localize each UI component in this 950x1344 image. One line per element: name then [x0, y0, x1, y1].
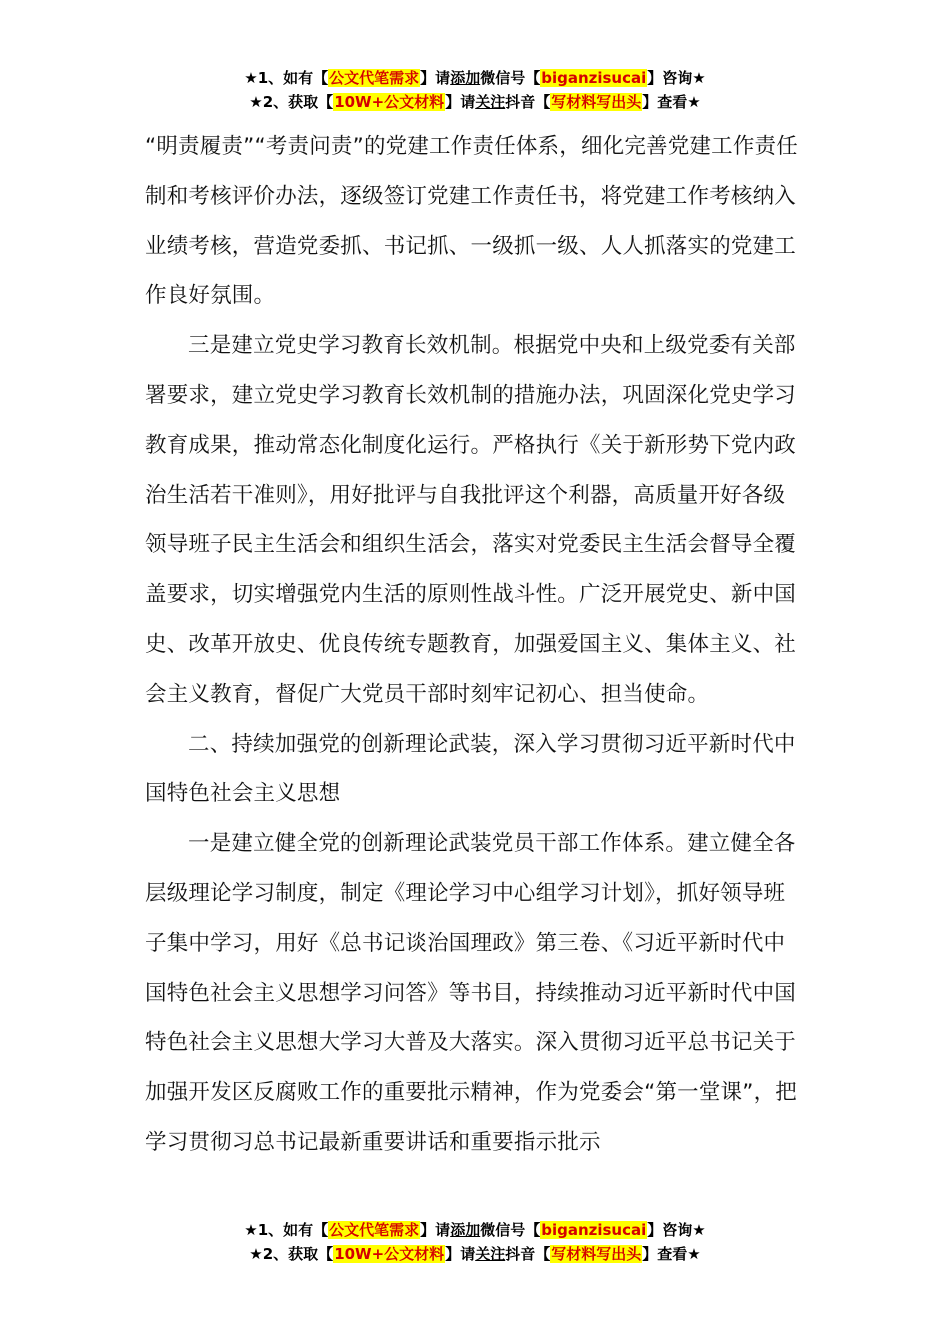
banner-line-2: [0, 90, 950, 114]
banner-wechat-id: biganzisucai: [541, 69, 647, 87]
banner-douyin-id: 写材料写出头: [551, 93, 642, 111]
banner-text: 】查看★: [642, 1245, 701, 1263]
banner-highlight: 10W+公文材料: [334, 93, 445, 111]
paragraph: 一是建立健全党的创新理论武装党员干部工作体系。建立健全各层级理论学习制度，制定《理论学习中心组学习计划》，抓好领导班子集中学习，用好《总书记谈治国理政》第三卷、《习近平新时代中国特色社会主义思想学习问答》等书目，持续推动习近平新时代中国特色社会主义思想大学习大普及大落实。深入贯彻习近平总书记关于加强开发区反腐败工作的重要批示精神，作为党委会“第一堂课”，把学习贯彻习总书记最新重要讲话和重要指示批示: [145, 831, 797, 1155]
banner-line-2: [0, 1242, 950, 1266]
banner-highlight: 公文代笔需求: [329, 1221, 420, 1239]
banner-highlight: 公文代笔需求: [329, 69, 420, 87]
banner-text: 抖音【: [505, 93, 551, 111]
banner-douyin-id: 写材料写出头: [551, 1245, 642, 1263]
banner-text: 】请: [445, 93, 476, 111]
banner-text: 】请: [420, 69, 451, 87]
banner-underline: 关注: [475, 93, 506, 111]
document-body: [145, 122, 805, 1168]
banner-text: ★2、获取【: [249, 1245, 334, 1263]
banner-line-1: [0, 1218, 950, 1242]
banner-line-1: [0, 66, 950, 90]
banner-text: ★1、如有【: [244, 1221, 329, 1239]
banner-underline: 关注: [475, 1245, 506, 1263]
banner-text: 】查看★: [642, 93, 701, 111]
banner-text: 】请: [445, 1245, 476, 1263]
paragraph: 三是建立党史学习教育长效机制。根据党中央和上级党委有关部署要求，建立党史学习教育长效机制的措施办法，巩固深化党史学习教育成果，推动常态化制度化运行。严格执行《关于新形势下党内政治生活若干准则》，用好批评与自我批评这个利器，高质量开好各级领导班子民主生活会和组织生活会，落实对党委民主生活会督导全覆盖要求，切实增强党内生活的原则性战斗性。广泛开展党史、新中国史、改革开放史、优良传统专题教育，加强爱国主义、集体主义、社会主义教育，督促广大党员干部时刻牢记初心、担当使命。: [145, 333, 797, 707]
header-banner: [0, 66, 950, 114]
section-heading: 二、持续加强党的创新理论武装，深入学习贯彻习近平新时代中国特色社会主义思想: [145, 731, 796, 807]
banner-underline: 添加: [450, 1221, 481, 1239]
banner-text: 】请: [420, 1221, 451, 1239]
banner-text: 】咨询★: [647, 1221, 706, 1239]
banner-wechat-id: biganzisucai: [541, 1221, 647, 1239]
banner-text: 抖音【: [505, 1245, 551, 1263]
banner-underline: 添加: [450, 69, 481, 87]
footer-banner: [0, 1218, 950, 1266]
banner-text: 】咨询★: [647, 69, 706, 87]
banner-text: 微信号【: [480, 69, 541, 87]
banner-text: ★1、如有【: [244, 69, 329, 87]
banner-text: ★2、获取【: [249, 93, 334, 111]
banner-highlight: 10W+公文材料: [334, 1245, 445, 1263]
banner-text: 微信号【: [480, 1221, 541, 1239]
paragraph-continuation: “明责履责”“考责问责”的党建工作责任体系，细化完善党建工作责任制和考核评价办法，逐级签订党建工作责任书，将党建工作考核纳入业绩考核，营造党委抓、书记抓、一级抓一级、人人抓落实的党建工作良好氛围。: [145, 134, 798, 309]
